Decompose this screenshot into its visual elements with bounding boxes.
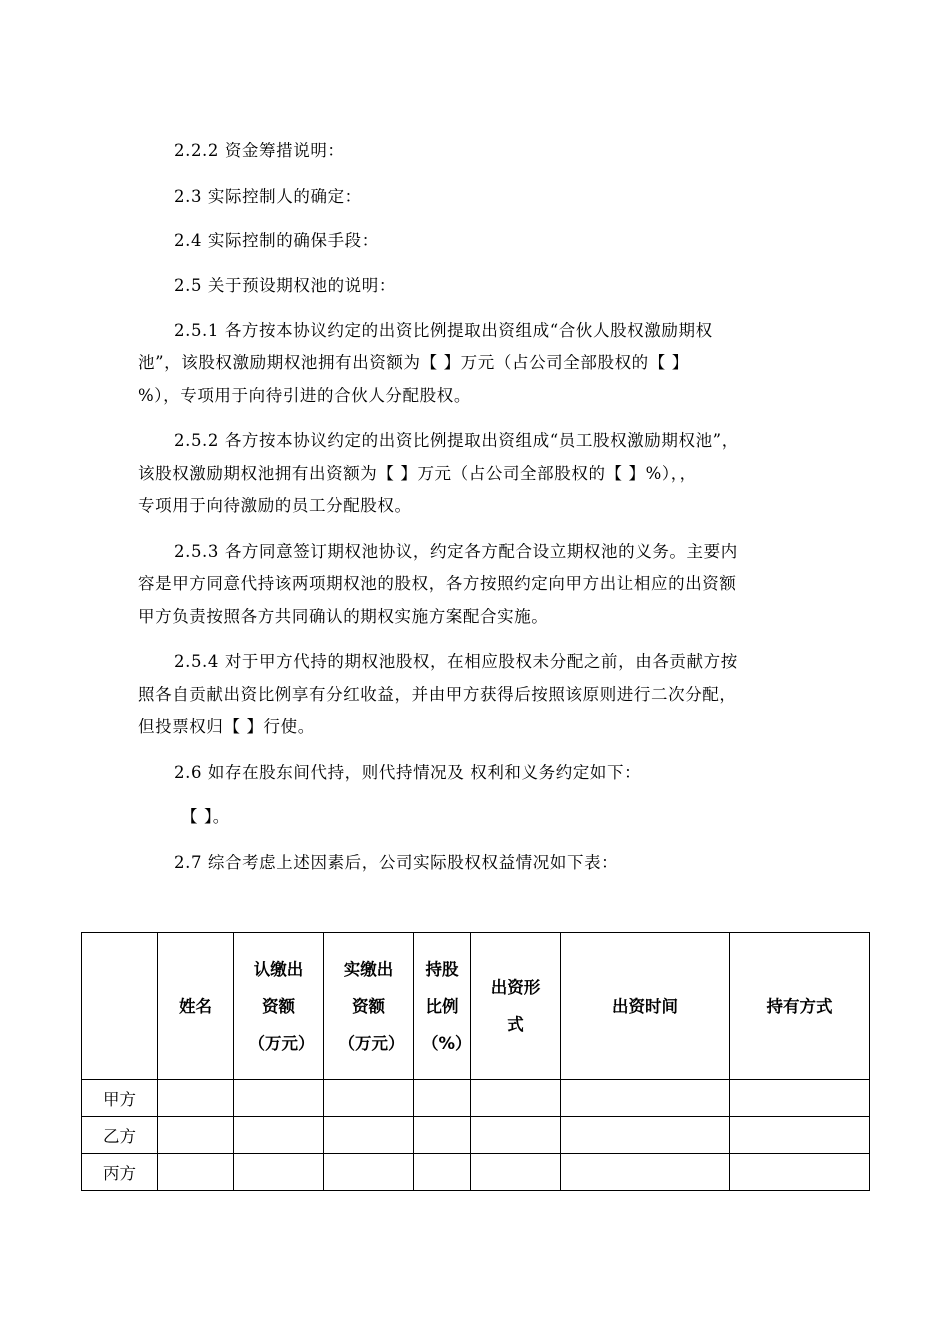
party-cell: 甲方	[82, 1080, 158, 1117]
section-2-6-blank: 【 】。	[181, 807, 230, 826]
section-2-5-2-line-2: 该股权激励期权池拥有出资额为【 】万元（占公司全部股权的【 】%），，	[138, 464, 697, 483]
section-2-2-2: 2.2.2 资金筹措说明：	[174, 141, 345, 160]
table-cell[interactable]	[324, 1154, 414, 1191]
table-cell[interactable]	[234, 1080, 324, 1117]
table-cell[interactable]	[158, 1117, 234, 1154]
table-header-row	[82, 933, 870, 1080]
header-contribution-time: 出资时间	[561, 933, 730, 1080]
section-2-5-3-line-3: 甲方负责按照各方共同确认的期权实施方案配合实施。	[138, 607, 549, 626]
equity-table	[81, 932, 870, 1191]
section-2-7: 2.7 综合考虑上述因素后，公司实际股权权益情况如下表：	[174, 853, 619, 872]
table-row	[82, 1080, 870, 1117]
table-cell[interactable]	[730, 1080, 870, 1117]
section-2-5-3-line-1: 2.5.3 各方同意签订期权池协议，约定各方配合设立期权池的义务。主要内	[174, 542, 738, 561]
table-cell[interactable]	[730, 1154, 870, 1191]
table-cell[interactable]	[158, 1080, 234, 1117]
table-cell[interactable]	[730, 1117, 870, 1154]
table-cell[interactable]	[414, 1117, 471, 1154]
section-2-5-1-line-3: %），专项用于向待引进的合伙人分配股权。	[138, 386, 471, 405]
table-cell[interactable]	[414, 1154, 471, 1191]
party-cell: 乙方	[82, 1117, 158, 1154]
section-2-5-4-line-1: 2.5.4 对于甲方代持的期权池股权，在相应股权未分配之前，由各贡献方按	[174, 652, 738, 671]
section-2-5-3-line-2: 容是甲方同意代持该两项期权池的股权，各方按照约定向甲方出让相应的出资额	[138, 574, 737, 593]
table-cell[interactable]	[471, 1154, 561, 1191]
section-2-6: 2.6 如存在股东间代持，则代持情况及 权利和义务约定如下：	[174, 763, 642, 782]
table-row	[82, 1154, 870, 1191]
header-party	[82, 933, 158, 1080]
table-cell[interactable]	[471, 1080, 561, 1117]
section-2-5-1-line-2: 池”，该股权激励期权池拥有出资额为【 】万元（占公司全部股权的【 】	[138, 353, 689, 372]
section-2-4: 2.4 实际控制的确保手段：	[174, 231, 379, 250]
section-2-5: 2.5 关于预设期权池的说明：	[174, 276, 396, 295]
header-shareholding-ratio: 持股比例（%）	[414, 933, 471, 1080]
section-2-5-4-line-3: 但投票权归【 】行使。	[138, 717, 315, 736]
table-cell[interactable]	[471, 1117, 561, 1154]
table-cell[interactable]	[324, 1080, 414, 1117]
table-cell[interactable]	[561, 1080, 730, 1117]
header-paid-capital: 实缴出资额（万元）	[324, 933, 414, 1080]
party-cell: 丙方	[82, 1154, 158, 1191]
header-name: 姓名	[158, 933, 234, 1080]
table-cell[interactable]	[324, 1117, 414, 1154]
table-cell[interactable]	[234, 1154, 324, 1191]
table-cell[interactable]	[561, 1117, 730, 1154]
table-cell[interactable]	[234, 1117, 324, 1154]
header-holding-method: 持有方式	[730, 933, 870, 1080]
table-cell[interactable]	[561, 1154, 730, 1191]
section-2-5-2-line-3: 专项用于向待激励的员工分配股权。	[138, 496, 412, 515]
table-cell[interactable]	[158, 1154, 234, 1191]
header-contribution-form: 出资形式	[471, 933, 561, 1080]
section-2-3: 2.3 实际控制人的确定：	[174, 187, 362, 206]
header-subscribed-capital: 认缴出资额（万元）	[234, 933, 324, 1080]
section-2-5-4-line-2: 照各自贡献出资比例享有分红收益，并由甲方获得后按照该原则进行二次分配，	[138, 685, 737, 704]
table-cell[interactable]	[414, 1080, 471, 1117]
section-2-5-2-line-1: 2.5.2 各方按本协议约定的出资比例提取出资组成“员工股权激励期权池”，	[174, 431, 739, 450]
section-2-5-1-line-1: 2.5.1 各方按本协议约定的出资比例提取出资组成“合伙人股权激励期权	[174, 321, 713, 340]
table-row	[82, 1117, 870, 1154]
